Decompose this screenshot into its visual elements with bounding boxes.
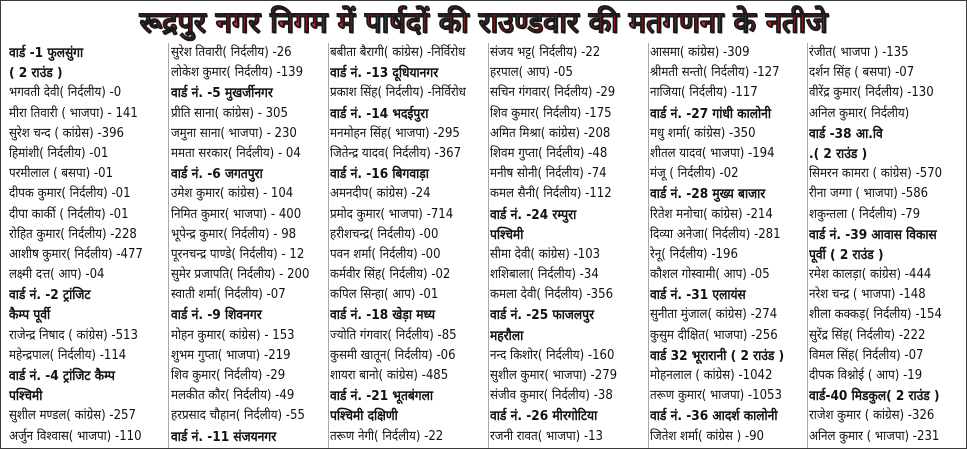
candidate-result: हिमांशी( निर्दलीय) -01 bbox=[9, 145, 109, 161]
candidate-result: प्रमोद कुमार( भाजपा) -714 bbox=[330, 206, 454, 222]
ward-heading: वार्ड -38 आ.वि bbox=[809, 125, 883, 142]
results-column-2 bbox=[171, 43, 327, 449]
ward-heading: ( 2 राउंड ) bbox=[9, 65, 63, 82]
candidate-result: अनिल कुमार ( भाजपा) -231 bbox=[809, 428, 940, 444]
candidate-result: रितेश मनोचा( कांग्रेस) -214 bbox=[650, 206, 773, 222]
ward-heading: वार्ड नं. -18 खेड़ा मध्य bbox=[330, 307, 436, 324]
candidate-result: सिमरन कामरा ( कांग्रेस) -570 bbox=[809, 166, 943, 182]
candidate-result: कुसमी खातून( निर्दलीय) -06 bbox=[330, 347, 456, 363]
column-divider bbox=[648, 43, 649, 448]
candidate-result: शायरा बानो( कांग्रेस) -485 bbox=[330, 368, 449, 383]
candidate-result: रेनू( निर्दलीय) -196 bbox=[650, 246, 738, 262]
candidate-result: प्रकाश सिंह( निर्दलीय) -निर्विरोध bbox=[330, 85, 466, 101]
candidate-result: आशीष कुमार( निर्दलीय) -477 bbox=[9, 246, 143, 262]
candidate-result: सुरेश तिवारी( निर्दलीय) -26 bbox=[171, 45, 292, 60]
candidate-result: कुसुम दीक्षित( भाजपा) -256 bbox=[650, 327, 778, 343]
results-column-3 bbox=[330, 43, 487, 449]
candidate-result: कमला देवी( निर्दलीय) -356 bbox=[490, 287, 614, 303]
candidate-result: शुभम गुप्ता( भाजपा) -219 bbox=[171, 347, 291, 363]
ward-heading: वार्ड नं. -27 गांधी कालोनी bbox=[650, 105, 771, 122]
ward-heading: महरौला bbox=[490, 327, 524, 344]
candidate-result: लोकेश कुमार( निर्दलीय) -139 bbox=[171, 65, 304, 81]
ward-heading: वार्ड नं. -9 शिवनगर bbox=[171, 307, 262, 324]
column-divider bbox=[328, 43, 329, 448]
ward-heading: पश्चिमी दक्षिणी bbox=[330, 408, 398, 425]
candidate-result: अमित मिश्रा( कांग्रेस) -208 bbox=[490, 125, 611, 141]
candidate-result: शशिबाला( निर्दलीय) -34 bbox=[490, 267, 599, 283]
candidate-result: ज्योति गंगवार( निर्दलीय) -85 bbox=[330, 327, 457, 343]
ward-heading: वार्ड नं. -5 मुखर्जीनगर bbox=[171, 85, 273, 102]
column-divider bbox=[807, 43, 808, 448]
ward-heading: वार्ड नं. -28 मुख्य बाजार bbox=[650, 186, 766, 203]
ward-heading: वार्ड नं. -4 ट्रांजिट कैम्प bbox=[9, 368, 115, 384]
candidate-result: नाजिया( निर्दलीय) -117 bbox=[650, 85, 758, 101]
candidate-result: जितेश शर्मा( कांग्रेस ) -90 bbox=[650, 428, 764, 444]
candidate-result: हरपाल( आप) -05 bbox=[490, 65, 573, 81]
candidate-result: शकुन्तला ( निर्दलीय) -79 bbox=[809, 206, 921, 222]
candidate-result: रंजीत( भाजपा ) -135 bbox=[809, 45, 909, 60]
ward-heading: वार्ड नं. -13 दूधियानगर bbox=[330, 65, 439, 82]
candidate-result: राजेन्द्र निषाद ( कांग्रेस) -513 bbox=[9, 327, 138, 343]
candidate-result: शिव कुमार( निर्दलीय) -29 bbox=[171, 368, 286, 383]
ward-heading: वार्ड नं. -14 भदईपुरा bbox=[330, 105, 429, 122]
candidate-result: आसमा( कांग्रेस) -309 bbox=[650, 45, 750, 60]
candidate-result: वीरेंद्र कुमार( निर्दलीय) -130 bbox=[809, 85, 934, 101]
ward-heading: वार्ड नं. -26 मीरगोटिया bbox=[490, 408, 598, 425]
candidate-result: महेन्द्रपाल( निर्दलीय) -114 bbox=[9, 347, 127, 363]
candidate-result: अमनदीप( कांग्रेस) -24 bbox=[330, 186, 431, 202]
candidate-result: स्वाती शर्मा( निर्दलीय) -07 bbox=[171, 287, 286, 303]
candidate-result: कर्मवीर सिंह( निर्दलीय) -02 bbox=[330, 267, 451, 283]
candidate-result: रजनी रावत( भाजपा) -13 bbox=[490, 428, 603, 444]
ward-heading: वार्ड नं. -11 संजयनगर bbox=[171, 428, 277, 445]
candidate-result: राजेश कुमार ( कांग्रेस) -326 bbox=[809, 408, 935, 424]
ward-heading: वार्ड नं. -36 आदर्श कालोनी bbox=[650, 408, 778, 425]
ward-heading: वार्ड नं. -31 एलायंस bbox=[650, 287, 746, 304]
candidate-result: अनिल कुमार( निर्दलीय) bbox=[809, 105, 910, 121]
ward-heading: .( 2 राउंड ) bbox=[809, 145, 868, 162]
candidate-result: शीला कक्कड़( निर्दलीय) -154 bbox=[809, 307, 942, 323]
candidate-result: उमेश कुमार( कांग्रेस) - 104 bbox=[171, 186, 294, 202]
candidate-result: दीपक कुमार( निर्दलीय) -01 bbox=[9, 186, 131, 202]
candidate-result: कमल सैनी( निर्दलीय) -112 bbox=[490, 186, 612, 202]
results-column-4 bbox=[490, 43, 647, 449]
candidate-result: सुशील मण्डल( कांग्रेस) -257 bbox=[9, 408, 136, 424]
ward-heading: वार्ड 32 भूरारानी ( 2 राउंड ) bbox=[650, 347, 785, 364]
candidate-result: लक्ष्मी दत्त( आप) -04 bbox=[9, 267, 105, 283]
candidate-result: मनीष सोनी( निर्दलीय) -74 bbox=[490, 166, 607, 182]
candidate-result: नरेश चन्द्र ( भाजपा) -148 bbox=[809, 287, 926, 303]
ward-heading: पश्चिमी bbox=[490, 226, 524, 243]
candidate-result: कौशल गोस्वामी( आप) -05 bbox=[650, 267, 770, 283]
candidate-result: कपिल सिन्हा( आप) -01 bbox=[330, 287, 439, 303]
ward-heading: कैम्प पूर्वी bbox=[9, 307, 51, 324]
candidate-result: श्रीमती सन्तो( निर्दलीय) -127 bbox=[650, 65, 780, 81]
candidate-result: मीरा तिवारी ( भाजपा) - 141 bbox=[9, 105, 138, 121]
candidate-result: सुरेंद्र सिंह( निर्दलीय) -222 bbox=[809, 327, 926, 343]
candidate-result: ममता सरकार( निर्दलीय) - 04 bbox=[171, 145, 301, 161]
candidate-result: दर्शन सिंह ( बसपा) -07 bbox=[809, 65, 915, 81]
candidate-result: सीमा देवी( कांग्रेस) -103 bbox=[490, 246, 601, 262]
candidate-result: विमल सिंह( निर्दलीय) -07 bbox=[809, 347, 924, 363]
results-column-1 bbox=[9, 43, 167, 449]
candidate-result: दिव्या अनेजा( निर्दलीय) -281 bbox=[650, 226, 781, 242]
candidate-result: सचिन गंगवार( निर्दलीय) -29 bbox=[490, 85, 616, 101]
candidate-result: जमुना साना( भाजपा) - 230 bbox=[171, 125, 297, 141]
candidate-result: रोहित कुमार( निर्दलीय) -228 bbox=[9, 226, 137, 242]
candidate-result: संजीव कुमार( निर्दलीय) -38 bbox=[490, 388, 613, 404]
candidate-result: भगवती देवी( निर्दलीय) -0 bbox=[9, 85, 122, 101]
ward-heading: वार्ड नं. -24 रम्पुरा bbox=[490, 206, 577, 223]
ward-heading: पूर्वी ( 2 राउंड ) bbox=[809, 246, 884, 263]
candidate-result: पूरनचन्द्र पाण्डे( निर्दलीय) - 12 bbox=[171, 246, 305, 262]
candidate-result: सुरेश चन्द ( कांग्रेस) -396 bbox=[9, 125, 125, 141]
candidate-result: प्रीति साना( कांग्रेस) - 305 bbox=[171, 105, 288, 121]
ward-heading: वार्ड नं. -16 बिगवाड़ा bbox=[330, 166, 429, 183]
ward-heading: वार्ड नं. -39 आवास विकास bbox=[809, 226, 937, 243]
column-divider bbox=[168, 43, 169, 448]
candidate-result: जितेन्द्र यादव( निर्दलीय) -367 bbox=[330, 145, 462, 161]
candidate-result: मलकीत कौर( निर्दलीय) -49 bbox=[171, 388, 295, 404]
candidate-result: अर्जुन विश्वास( भाजपा) -110 bbox=[9, 428, 142, 444]
headline: रूद्रपुर नगर निगम में पार्षदों की राउण्डवार की मतगणना के नतीजे bbox=[139, 5, 828, 39]
ward-heading: वार्ड नं. -6 जगतपुरा bbox=[171, 166, 263, 183]
candidate-result: शिव कुमार( निर्दलीय) -175 bbox=[490, 105, 612, 121]
candidate-result: मधु शर्मा( कांग्रेस) -350 bbox=[650, 125, 756, 141]
candidate-result: सुमेर प्रजापति( निर्दलीय) - 200 bbox=[171, 267, 310, 283]
candidate-result: सुनीता मुंजाल( कांग्रेस) -274 bbox=[650, 307, 778, 323]
ward-heading: वार्ड नं. -25 फाजलपुर bbox=[490, 307, 595, 324]
ward-heading: वार्ड -1 फुलसुंगा bbox=[9, 45, 84, 61]
ward-heading: वार्ड नं. -21 भूतबंगला bbox=[330, 388, 434, 405]
candidate-result: परमीलाल ( बसपा) -01 bbox=[9, 166, 114, 182]
candidate-result: रीना जग्गा ( भाजपा) -586 bbox=[809, 186, 929, 202]
candidate-result: शीतल यादव( भाजपा) -194 bbox=[650, 145, 775, 161]
candidate-result: बबीता बैरागी( कांग्रेस) -निर्विरोध bbox=[330, 45, 466, 60]
candidate-result: हरीशचन्द्र( निर्दलीय) -00 bbox=[330, 226, 439, 242]
candidate-result: सुशील कुमार( भाजपा) -279 bbox=[490, 368, 618, 383]
candidate-result: रमेश कालड़ा( कांग्रेस) -444 bbox=[809, 267, 932, 283]
candidate-result: हरप्रसाद चौहान( निर्दलीय) -55 bbox=[171, 408, 305, 424]
candidate-result: संजय भट्ट( निर्दलीय) -22 bbox=[490, 45, 601, 60]
candidate-result: भूपेन्द्र कुमार( निर्दलीय) - 98 bbox=[171, 226, 297, 242]
candidate-result: तरूण नेगी( निर्दलीय) -22 bbox=[330, 428, 444, 444]
candidate-result: तरूण कुमार( भाजपा) -1053 bbox=[650, 388, 782, 404]
candidate-result: दीपा कार्की ( निर्दलीय) -01 bbox=[9, 206, 129, 222]
candidate-result: दीपक विश्नोई ( आप) -19 bbox=[809, 368, 923, 383]
candidate-result: मनमोहन सिंह( भाजपा) -295 bbox=[330, 125, 460, 141]
candidate-result: नन्द किशोर( निर्दलीय) -160 bbox=[490, 347, 615, 363]
ward-heading: पश्चिमी bbox=[9, 388, 43, 405]
results-column-5 bbox=[650, 43, 806, 449]
ward-heading: वार्ड नं. -2 ट्रांजिट bbox=[9, 287, 91, 304]
candidate-result: मंजू ( निर्दलीय) -02 bbox=[650, 166, 739, 182]
candidate-result: मोहन कुमार( कांग्रेस) - 153 bbox=[171, 327, 295, 343]
column-divider bbox=[488, 43, 489, 448]
ward-heading: वार्ड-40 मिडकुल( 2 राउंड ) bbox=[809, 388, 940, 405]
candidate-result: पवन शर्मा( निर्दलीय) -00 bbox=[330, 246, 441, 262]
candidate-result: शिवम गुप्ता( निर्दलीय) -48 bbox=[490, 145, 608, 161]
results-column-6 bbox=[809, 43, 964, 449]
candidate-result: निमित कुमार( भाजपा) - 400 bbox=[171, 206, 302, 222]
candidate-result: मोहनलाल ( कांग्रेस) -1042 bbox=[650, 368, 773, 383]
